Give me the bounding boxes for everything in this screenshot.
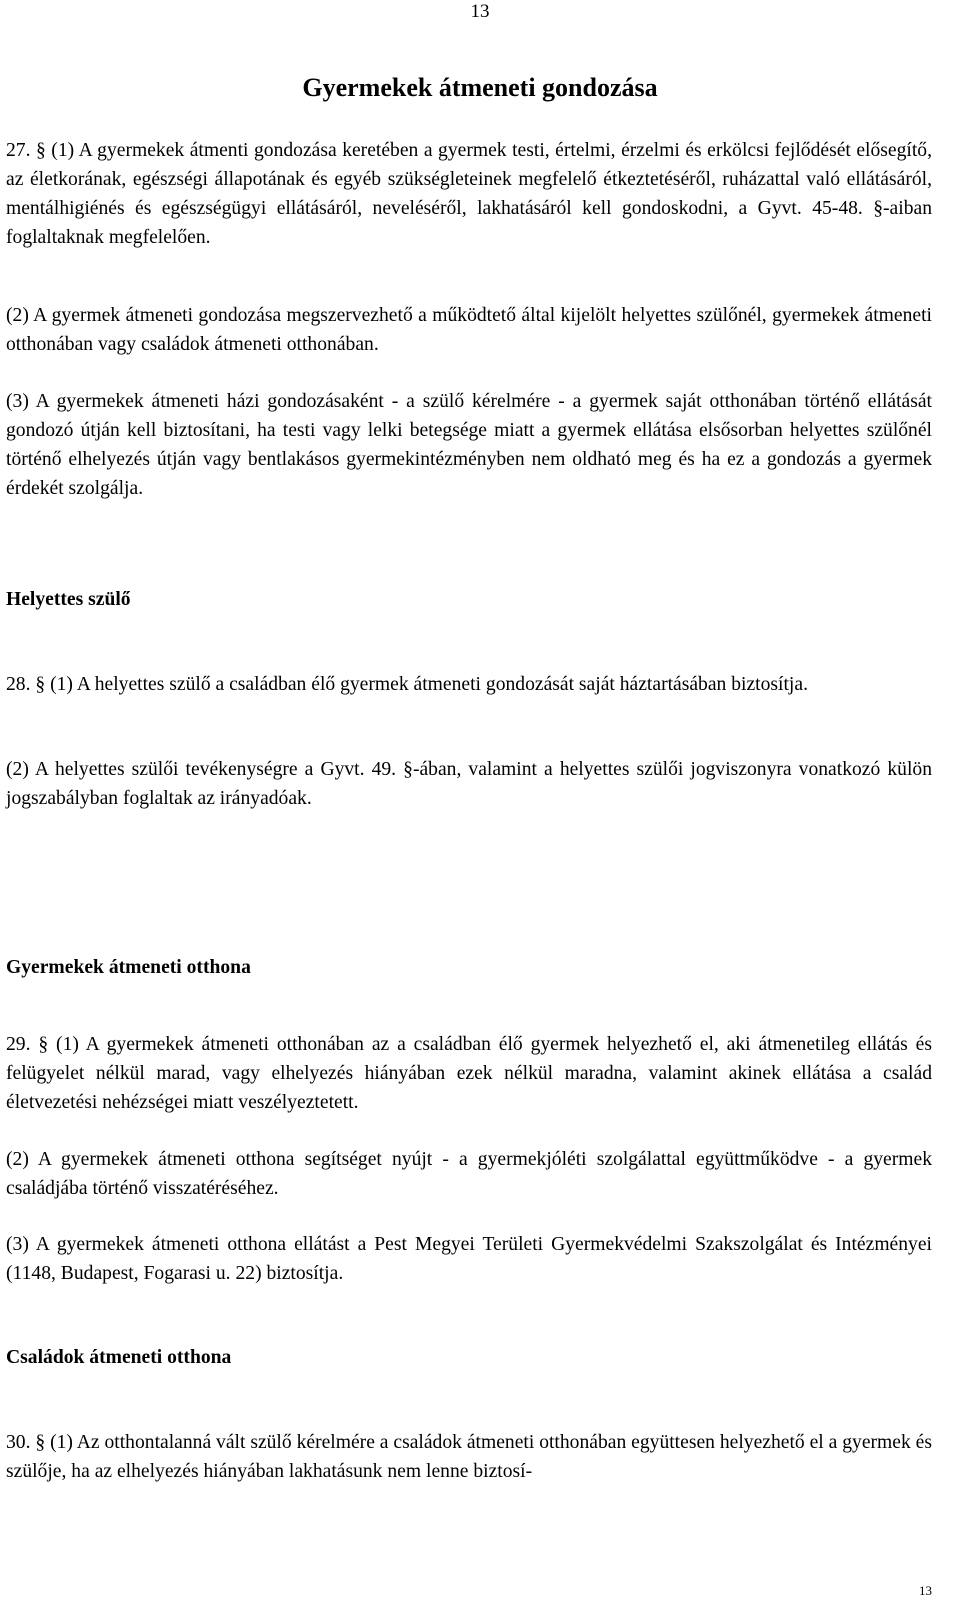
section-28-paragraph-1: 28. § (1) A helyettes szülő a családban élő gyermek átmeneti gondozását saját háztartásában biztosítja.	[6, 674, 808, 695]
page-number-top: 13	[470, 1, 490, 22]
section-29-paragraph-2: (2) A gyermekek átmeneti otthona segítséget nyújt - a gyermekjóléti szolgálattal együttműködve - a gyermek családjába történő visszatéréséhez.	[6, 1149, 932, 1199]
section-27-paragraph-1: 27. § (1) A gyermekek átmenti gondozása keretében a gyermek testi, értelmi, érzelmi és erkölcsi fejlődését elősegítő, az életkorának, egészségi állapotának és egyéb szükségleteinek megfelelő étkeztetéséről, ruházattal való ellátásáról, mentálhigiénés és egészségügyi ellátásáról, neveléséről, lakhatásáról kell gondoskodni, a Gyvt. 45-48. §-aiban foglaltaknak megfelelően.	[6, 140, 932, 248]
section-29-paragraph-1: 29. § (1) A gyermekek átmeneti otthonában az a családban élő gyermek helyezhető el, aki átmenetileg ellátás és felügyelet nélkül marad, vagy elhelyezés hiányában ezek nélkül maradna, valamint akinek ellátása a család életvezetési nehézségei miatt veszélyeztetett.	[6, 1034, 932, 1113]
section-27-paragraph-2: (2) A gyermek átmeneti gondozása megszervezhető a működtető által kijelölt helyettes szülőnél, gyermekek átmeneti otthonában vagy családok átmeneti otthonában.	[6, 305, 932, 355]
section-30-paragraph-1: 30. § (1) Az otthontalanná vált szülő kérelmére a családok átmeneti otthonában együttesen helyezhető el a gyermek és szülője, ha az elhelyezés hiányában lakhatásunk nem lenne biztosí-	[6, 1432, 933, 1482]
heading-helyettes-szulo: Helyettes szülő	[6, 589, 131, 610]
section-27-paragraph-3: (3) A gyermekek átmeneti házi gondozásaként - a szülő kérelmére - a gyermek saját otthonában történő ellátását gondozó útján kell biztosítani, ha testi vagy lelki betegsége miatt a gyermek ellátása elsősorban helyettes szülőnél történő elhelyezés útján vagy bentlakásos gyermekintézményben nem oldható meg és ha ez a gondozás a gyermek érdekét szolgálja.	[6, 391, 932, 499]
heading-csaladok-atmeneti-otthona: Családok átmeneti otthona	[6, 1347, 232, 1368]
heading-gyermekek-atmeneti-otthona: Gyermekek átmeneti otthona	[6, 957, 251, 978]
section-29-paragraph-3: (3) A gyermekek átmeneti otthona ellátást a Pest Megyei Területi Gyermekvédelmi Szakszolgálat és Intézményei (1148, Budapest, Fogarasi u. 22) biztosítja.	[6, 1234, 932, 1284]
section-28-paragraph-2: (2) A helyettes szülői tevékenységre a Gyvt. 49. §-ában, valamint a helyettes szülői jogviszonyra vonatkozó külön jogszabályban foglaltak az irányadóak.	[6, 759, 932, 809]
page-number-bottom: 13	[919, 1583, 932, 1598]
page-title: Gyermekek átmeneti gondozása	[302, 73, 658, 102]
